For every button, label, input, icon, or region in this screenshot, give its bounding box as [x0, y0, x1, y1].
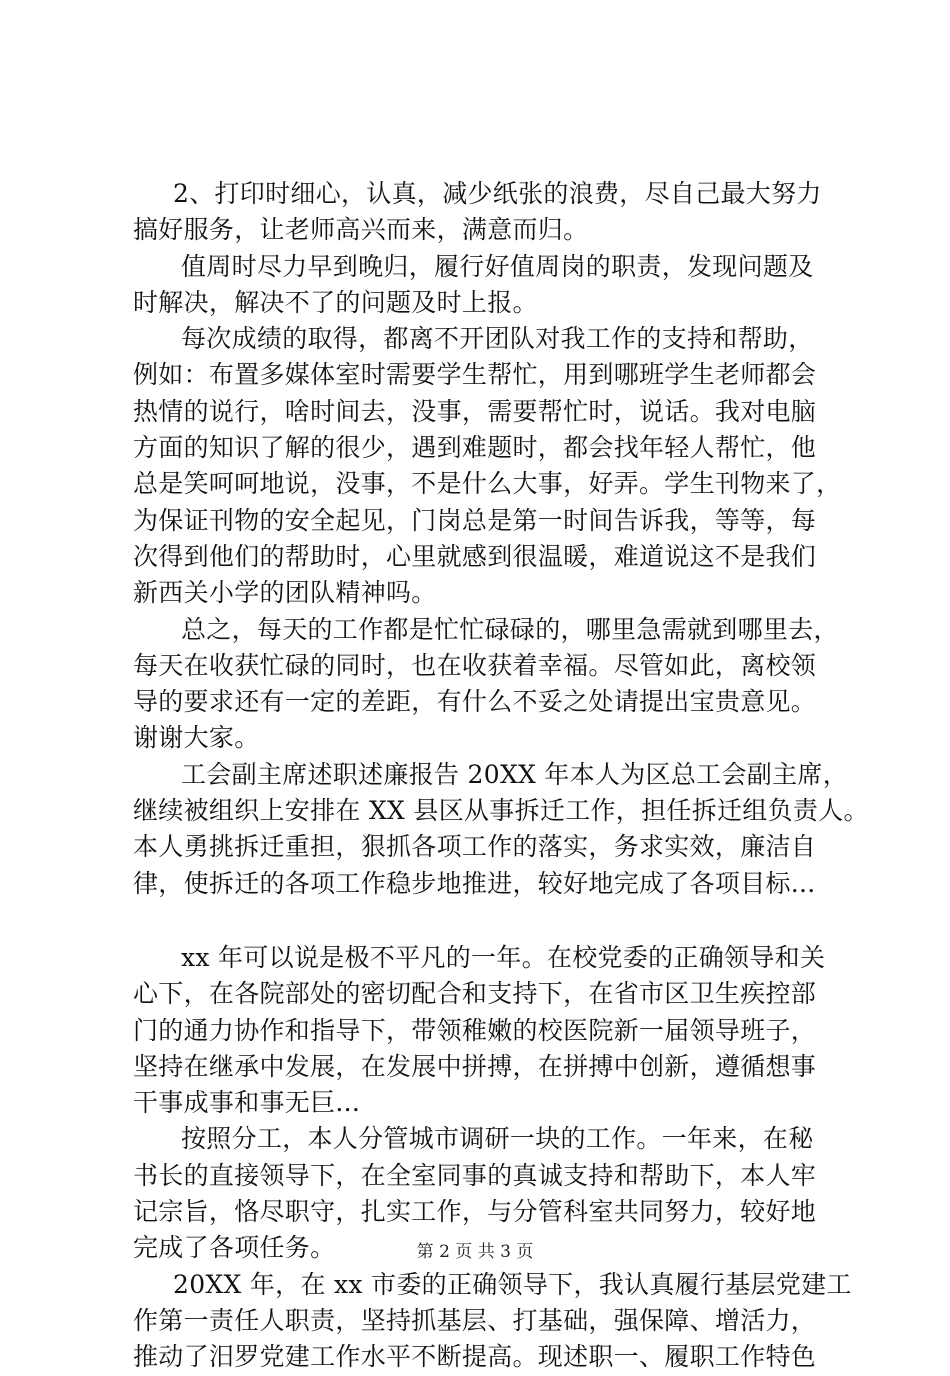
text-line: 总是笑呵呵地说，没事，不是什么大事，好弄。学生刊物来了， [133, 469, 842, 499]
document-body [133, 176, 869, 1376]
text-line: 完成了各项任务。 [133, 1233, 336, 1263]
text-line: 新西关小学的团队精神吗。 [133, 578, 437, 608]
paragraph-2 [133, 249, 833, 322]
text-line: 书长的直接领导下，在全室同事的真诚支持和帮助下，本人牢 [133, 1160, 817, 1190]
text-line: 谢谢大家。 [133, 723, 260, 753]
paragraph-3 [133, 321, 842, 611]
text-line: 值周时尽力早到晚归，履行好值周岗的职责，发现问题及 [181, 251, 814, 281]
text-line: 方面的知识了解的很少，遇到难题时，都会找年轻人帮忙，他 [133, 433, 817, 463]
text-line: 本人勇挑拆迁重担，狠抓各项工作的落实，务求实效，廉洁自 [133, 832, 817, 862]
text-line: 搞好服务，让老师高兴而来，满意而归。 [133, 215, 589, 245]
text-line: 每次成绩的取得，都离不开团队对我工作的支持和帮助， [181, 324, 814, 354]
text-line: 时解决，解决不了的问题及时上报。 [133, 287, 538, 317]
text-line: 为保证刊物的安全起见，门岗总是第一时间告诉我，等等，每 [133, 505, 817, 535]
text-line: 例如：布置多媒体室时需要学生帮忙，用到哪班学生老师都会 [133, 360, 817, 390]
paragraph-6 [133, 940, 833, 1121]
text-line: 总之，每天的工作都是忙忙碌碌的，哪里急需就到哪里去， [181, 614, 839, 644]
text-line: 律，使拆迁的各项工作稳步地推进，较好地完成了各项目标... [133, 868, 816, 898]
page-number-footer: 第 2 页 共 3 页 [416, 1242, 534, 1262]
text-line: xx 年可以说是极不平凡的一年。在校党委的正确领导和关 [181, 942, 826, 972]
paragraph-4 [133, 612, 839, 757]
text-line: 作第一责任人职责，坚持抓基层、打基础，强保障、增活力， [133, 1305, 817, 1335]
text-line: 继续被组织上安排在 XX 县区从事拆迁工作，担任拆迁组负责人。 [133, 796, 869, 826]
paragraph-8 [133, 1267, 852, 1376]
text-line: 推动了汨罗党建工作水平不断提高。现述职一、履职工作特色 [133, 1342, 817, 1372]
text-line: 2、打印时细心，认真，减少纸张的浪费，尽自己最大努力 [173, 179, 822, 208]
text-line: 工会副主席述职述廉报告 20XX 年本人为区总工会副主席， [181, 759, 849, 789]
text-line: 坚持在继承中发展，在发展中拼搏，在拼搏中创新，遵循想事 [133, 1051, 817, 1081]
paragraph-5 [133, 757, 869, 902]
text-line: 心下，在各院部处的密切配合和支持下，在省市区卫生疾控部 [133, 979, 817, 1009]
text-line: 记宗旨，恪尽职守，扎实工作，与分管科室共同努力，较好地 [133, 1197, 817, 1227]
text-line: 每天在收获忙碌的同时，也在收获着幸福。尽管如此，离校领 [133, 650, 817, 680]
paragraph-1 [133, 176, 833, 249]
text-line: 20XX 年，在 xx 市委的正确领导下，我认真履行基层党建工 [173, 1269, 852, 1299]
text-line: 门的通力协作和指导下，带领稚嫩的校医院新一届领导班子， [133, 1015, 817, 1045]
text-line: 热情的说行，啥时间去，没事，需要帮忙时，说话。我对电脑 [133, 396, 817, 426]
paragraph-spacer [133, 902, 833, 940]
text-line: 次得到他们的帮助时，心里就感到很温暖，难道说这不是我们 [133, 541, 817, 571]
text-line: 导的要求还有一定的差距，有什么不妥之处请提出宝贵意见。 [133, 687, 817, 717]
text-line: 干事成事和事无巨... [133, 1088, 361, 1118]
text-line: 按照分工，本人分管城市调研一块的工作。一年来，在秘 [181, 1124, 814, 1154]
